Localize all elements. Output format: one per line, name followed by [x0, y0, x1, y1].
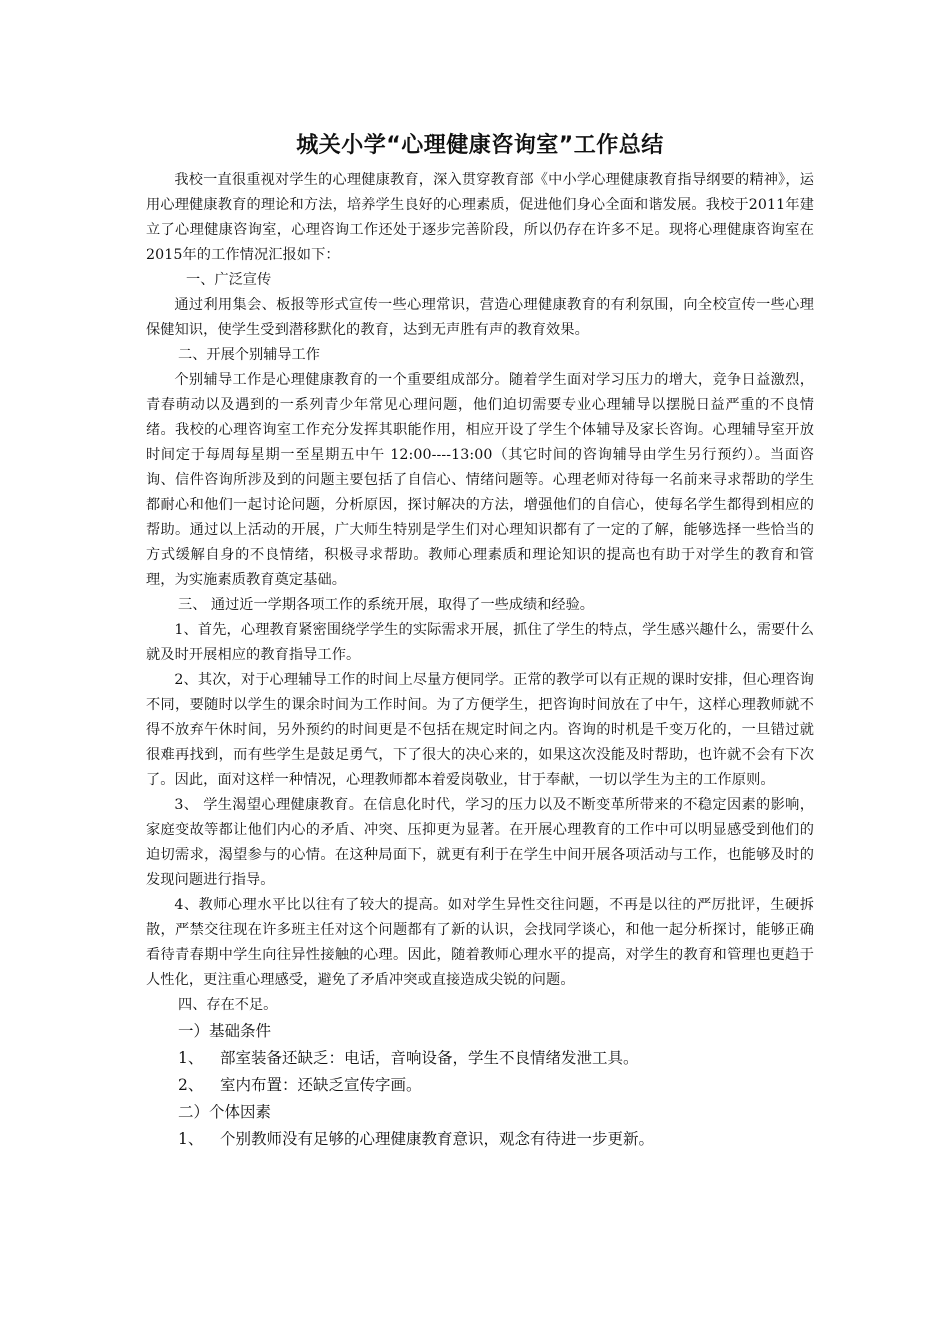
section-2-heading: 二、开展个别辅导工作 — [178, 347, 320, 363]
section-3-item-4: 4、教师心理水平比以往有了较大的提高。如对学生异性交往问题，不再是以往的严厉批评，生硬拆散，严禁交往现在许多班主任对这个问题都有了新的认识，会找同学谈心，和他一起分析探讨，能够正确看待青春期中学生向往异性接触的心理。因此，随着教师心理水平的提高，对学生的教育和管理也更趋于人性化，更注重心理感受，避免了矛盾冲突或直接造成尖锐的问题。 — [146, 897, 814, 988]
item-text: 室内布置：还缺乏宣传字画。 — [220, 1076, 422, 1094]
section-4-heading: 四、存在不足。 — [178, 997, 278, 1013]
item-number: 2、 — [178, 1076, 204, 1094]
item-text: 个别教师没有足够的心理健康教育意识，观念有待进一步更新。 — [220, 1130, 655, 1148]
intro-paragraph: 我校一直很重视对学生的心理健康教育，深入贯穿教育部《中小学心理健康教育指导纲要的精神》，运用心理健康教育的理论和方法，培养学生良好的心理素质，促进他们身心全面和谐发展。我校于2011年建立了心理健康咨询室，心理咨询工作还处于逐步完善阶段，所以仍存在许多不足。现将心理健康咨询室在2015年的工作情况汇报如下： — [146, 172, 814, 263]
section-3-item-3: 3、 学生渴望心理健康教育。在信息化时代，学习的压力以及不断变革所带来的不稳定因素的影响，家庭变故等都让他们内心的矛盾、冲突、压抑更为显著。在开展心理教育的工作中可以明显感受到他们的迫切需求，渴望参与的心情。在这种局面下，就更有利于在学生中间开展各项活动与工作，也能够及时的发现问题进行指导。 — [146, 797, 814, 888]
document-title: 城关小学“心理健康咨询室”工作总结 — [296, 133, 664, 158]
subsection-1-heading: 一）基础条件 — [178, 1022, 272, 1040]
section-3-item-2: 2、其次，对于心理辅导工作的时间上尽量方便同学。正常的教学可以有正规的课时安排，但心理咨询不同，要随时以学生的课余时间为工作时间。为了方便学生，把咨询时间放在了中午，这样心理教师就不得不放弃午休时间，另外预约的时间更是不包括在规定时间之内。咨询的时机是千变万化的，一旦错过就很难再找到，而有些学生是鼓足勇气，下了很大的决心来的，如果这次没能及时帮助，也许就不会有下次了。因此，面对这样一种情况，心理教师都本着爱岗敬业，甘于奉献，一切以学生为主的工作原则。 — [146, 672, 814, 788]
item-text: 部室装备还缺乏：电话，音响设备，学生不良情绪发泄工具。 — [220, 1049, 639, 1067]
section-2-body: 个别辅导工作是心理健康教育的一个重要组成部分。随着学生面对学习压力的增大，竞争日益激烈，青春萌动以及遇到的一系列青少年常见心理问题，他们迫切需要专业心理辅导以摆脱日益严重的不良情绪。我校的心理咨询室工作充分发挥其职能作用，相应开设了学生个体辅导及家长咨询。心理辅导室开放时间定于每周每星期一至星期五中午 12:00----13:00（其它时间的咨询辅导由学生另行预约）。当面咨询、信件咨询所涉及到的问题主要包括了自信心、情绪问题等。心理老师对待每一名前来寻求帮助的学生都耐心和他们一起讨论问题，分析原因，探讨解决的方法，增强他们的自信心，使每名学生都得到相应的帮助。通过以上活动的开展，广大师生特别是学生们对心理知识都有了一定的了解，能够选择一些恰当的方式缓解自身的不良情绪，积极寻求帮助。教师心理素质和理论知识的提高也有助于对学生的教育和管理，为实施素质教育奠定基础。 — [146, 372, 814, 588]
subsection-2-heading: 二）个体因素 — [178, 1103, 272, 1121]
section-3-heading: 三、 通过近一学期各项工作的系统开展，取得了一些成绩和经验。 — [178, 597, 594, 613]
section-1-heading: 一、广泛宣传 — [186, 272, 272, 288]
item-number: 1、 — [178, 1130, 204, 1148]
subsection-1-item-2 — [146, 1072, 814, 1099]
section-3-item-1: 1、首先，心理教育紧密围绕学学生的实际需求开展，抓住了学生的特点，学生感兴趣什么，需要什么就及时开展相应的教育指导工作。 — [146, 622, 814, 663]
section-1-body: 通过利用集会、板报等形式宣传一些心理常识，营造心理健康教育的有利氛围，向全校宣传一些心理保健知识，使学生受到潜移默化的教育，达到无声胜有声的教育效果。 — [146, 297, 814, 338]
item-number: 1、 — [178, 1049, 204, 1067]
subsection-1-item-1 — [146, 1045, 814, 1072]
subsection-2-item-1 — [146, 1126, 814, 1153]
